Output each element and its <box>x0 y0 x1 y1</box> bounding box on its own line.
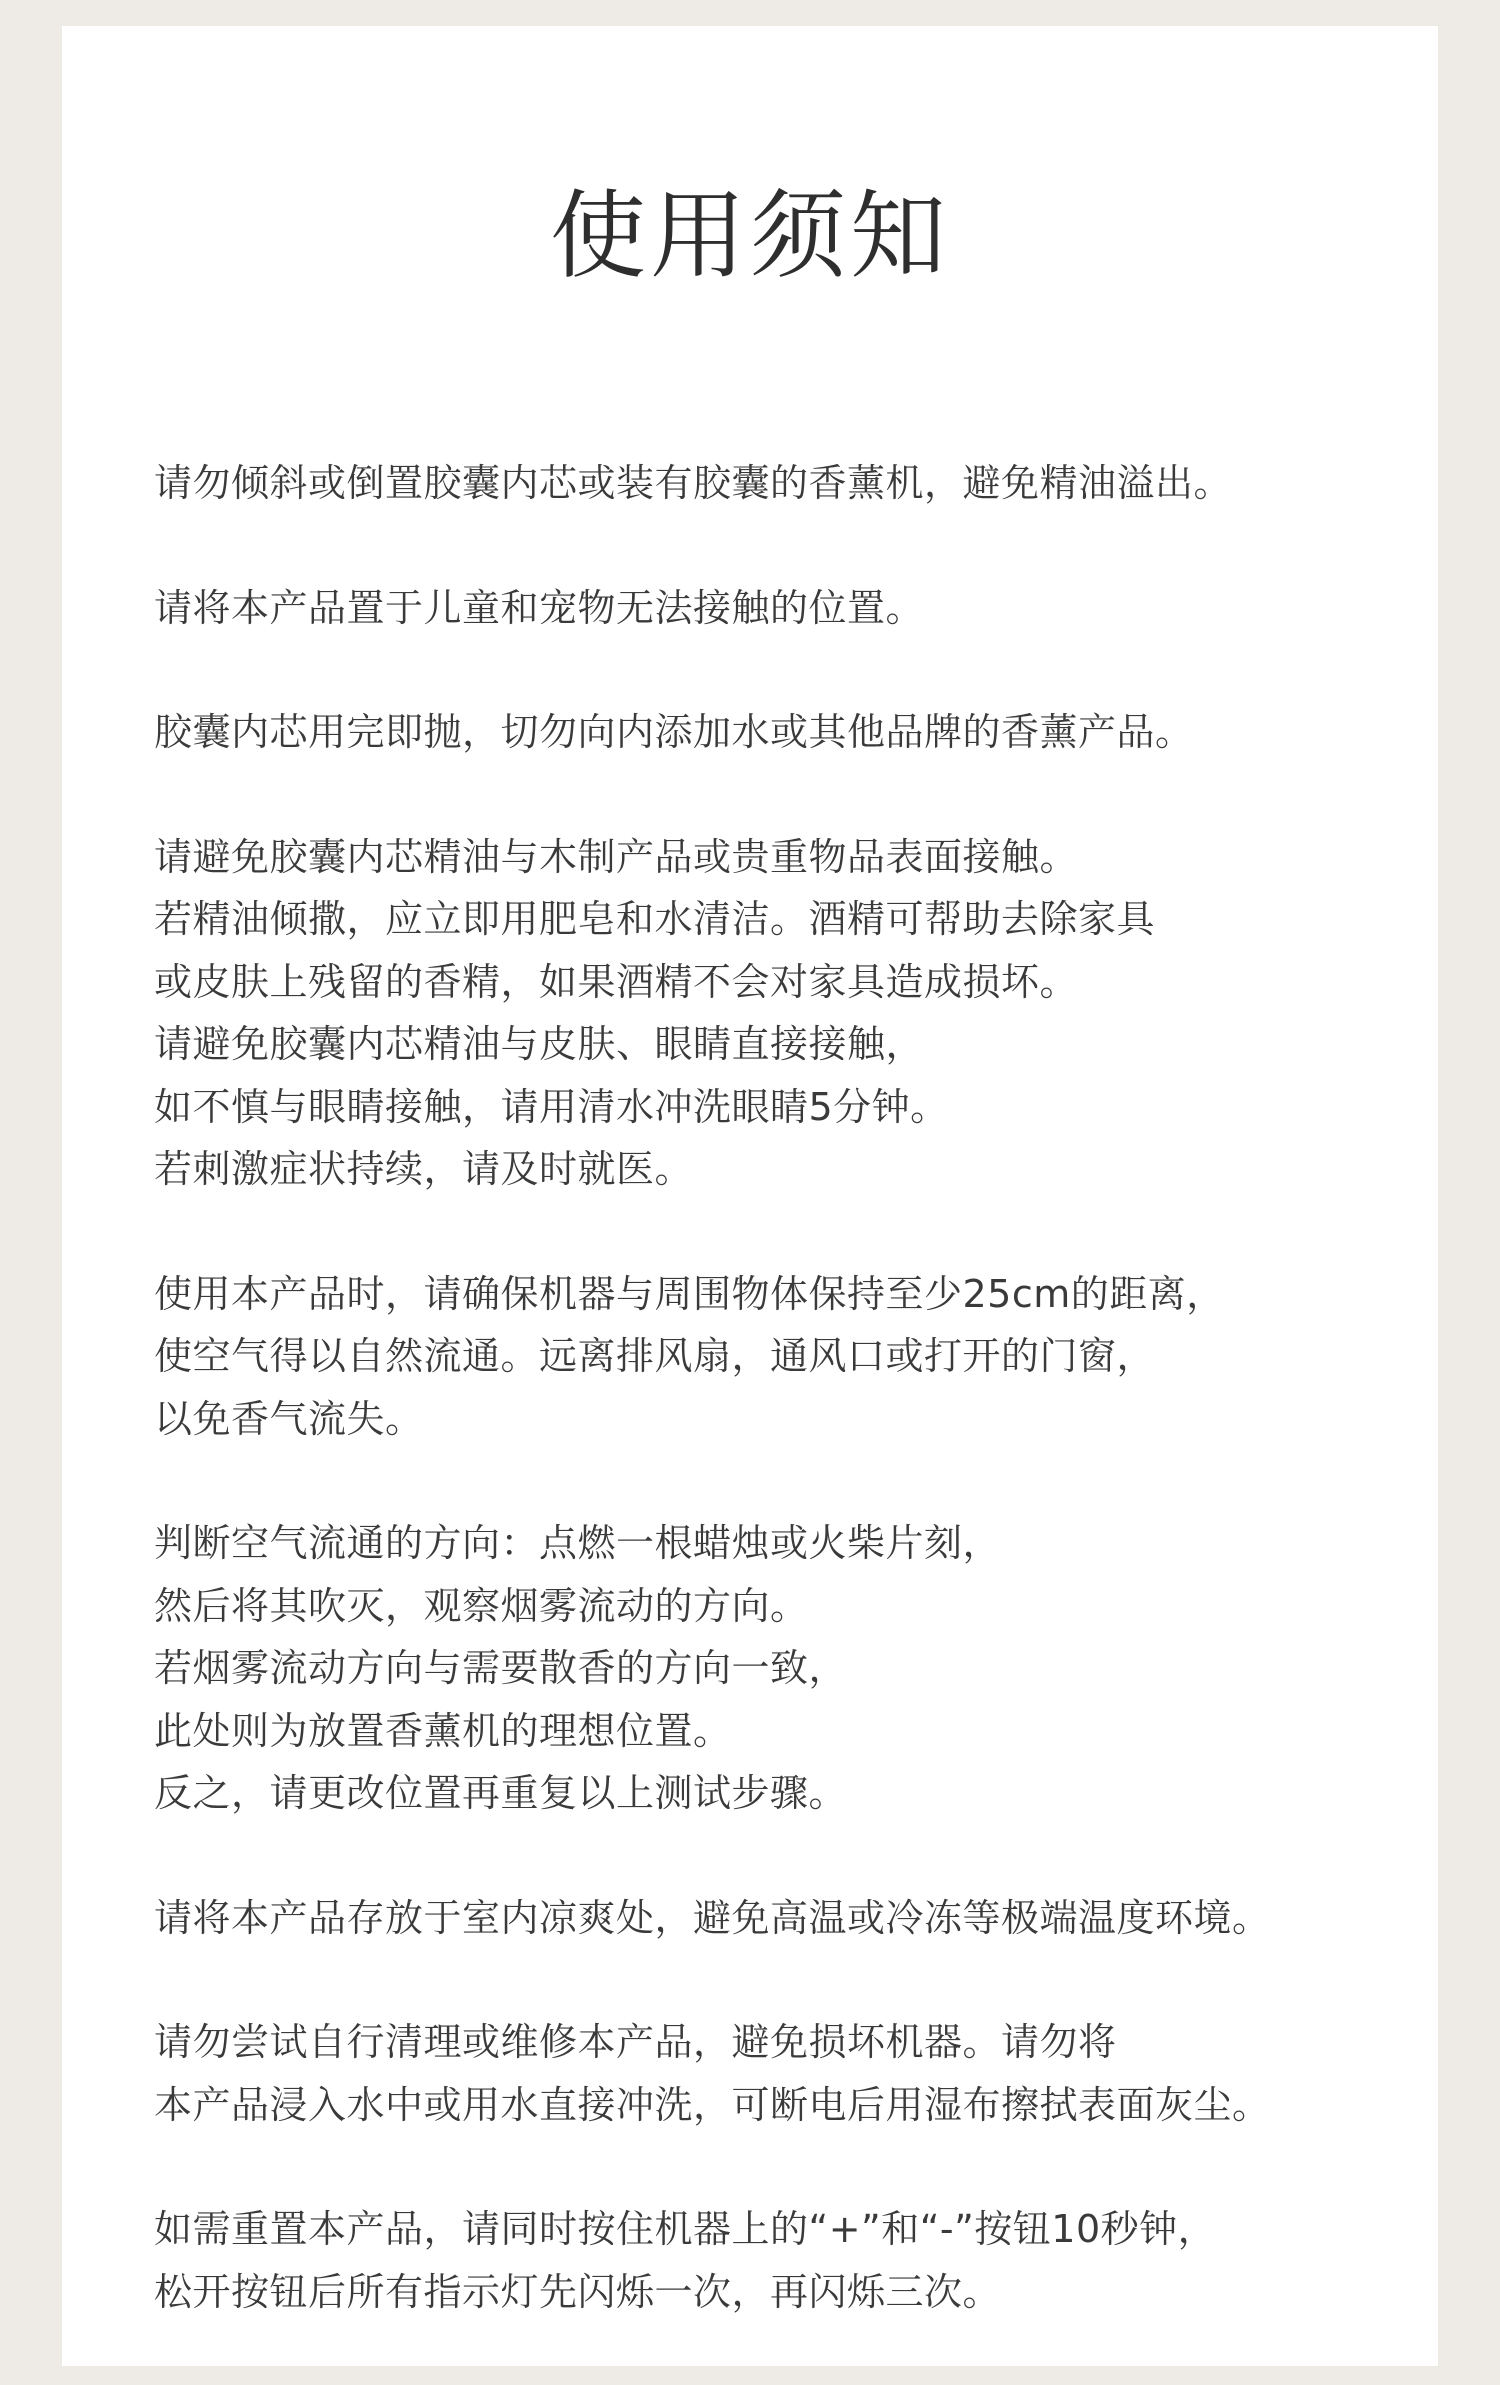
notice-paragraph <box>154 1512 1394 1825</box>
notice-paragraph <box>154 1263 1394 1451</box>
notice-line: 若刺激症状持续，请及时就医。 <box>154 1147 694 1191</box>
notice-line: 若精油倾撒，应立即用肥皂和水清洁。酒精可帮助去除家具 <box>154 897 1156 941</box>
notice-line: 请避免胶囊内芯精油与皮肤、眼睛直接接触， <box>154 1022 925 1066</box>
notice-line: 请将本产品置于儿童和宠物无法接触的位置。 <box>154 585 925 630</box>
notice-paragraph <box>154 826 1394 1201</box>
notice-line: 此处则为放置香薰机的理想位置。 <box>154 1708 732 1753</box>
notice-paragraph <box>154 701 1394 764</box>
notice-line: 使用本产品时，请确保机器与周围物体保持至少25cm的距离， <box>154 1271 1225 1316</box>
notice-line: 请避免胶囊内芯精油与木制产品或贵重物品表面接触。 <box>154 834 1079 879</box>
notice-line: 本产品浸入水中或用水直接冲洗，可断电后用湿布擦拭表面灰尘。 <box>154 2082 1271 2127</box>
notice-line: 请将本产品存放于室内凉爽处，避免高温或冷冻等极端温度环境。 <box>154 1895 1271 1940</box>
notice-line: 若烟雾流动方向与需要散香的方向一致， <box>154 1646 848 1690</box>
notice-line: 请勿倾斜或倒置胶囊内芯或装有胶囊的香薰机，避免精油溢出。 <box>154 461 1233 505</box>
notice-content <box>154 452 1394 2385</box>
notice-line: 以免香气流失。 <box>154 1396 424 1441</box>
notice-line: 胶囊内芯用完即抛，切勿向内添加水或其他品牌的香薰产品。 <box>154 710 1194 754</box>
notice-paragraph <box>154 577 1394 640</box>
notice-line: 或皮肤上残留的香精，如果酒精不会对家具造成损坏。 <box>154 959 1079 1004</box>
notice-line: 反之，请更改位置再重复以上测试步骤。 <box>154 1771 848 1815</box>
notice-paragraph <box>154 1887 1394 1950</box>
notice-line: 然后将其吹灭，观察烟雾流动的方向。 <box>154 1583 809 1628</box>
notice-line: 如不慎与眼睛接触，请用清水冲洗眼睛5分钟。 <box>154 1084 949 1129</box>
notice-paragraph <box>154 452 1394 515</box>
notice-line: 判断空气流通的方向：点燃一根蜡烛或火柴片刻， <box>154 1521 1002 1565</box>
notice-line: 松开按钮后所有指示灯先闪烁一次，再闪烁三次。 <box>154 2269 1002 2314</box>
notice-paragraph <box>154 2011 1394 2136</box>
notice-paragraph <box>154 2198 1394 2323</box>
notice-line: 请勿尝试自行清理或维修本产品，避免损坏机器。请勿将 <box>154 2020 1117 2064</box>
page-title: 使用须知 <box>550 180 950 292</box>
notice-line: 使空气得以自然流通。远离排风扇，通风口或打开的门窗， <box>154 1334 1156 1378</box>
notice-card <box>62 26 1438 2366</box>
notice-line: 如需重置本产品，请同时按住机器上的“+”和“-”按钮10秒钟， <box>154 2207 1217 2251</box>
